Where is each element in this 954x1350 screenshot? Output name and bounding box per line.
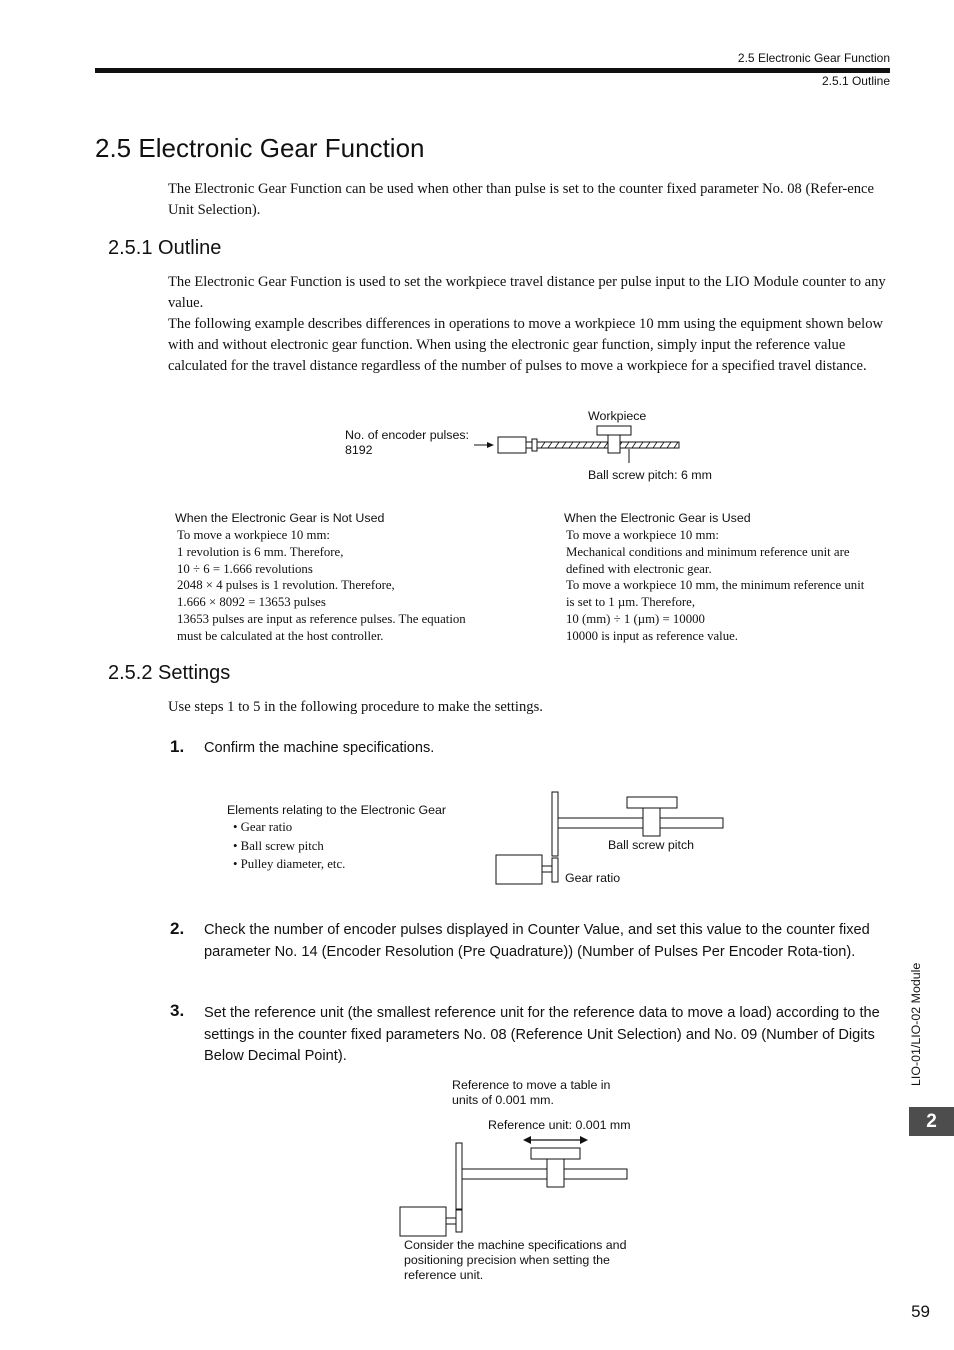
outline-para-2: The following example describes differences in operations to move a workpiece 10 mm using the equipment shown below with and without electronic gear function. When using the electronic gear function, simply input the reference value calculated for the travel distance regardless of the number of pulses to move a workpiece for a specified travel distance. [168, 316, 884, 374]
running-header-section: 2.5 Electronic Gear Function [737, 51, 890, 65]
consider-note-line-2: positioning precision when setting the [404, 1253, 610, 1267]
outline-para-1: The Electronic Gear Function is used to set the workpiece travel distance per pulse input to the LIO Module counter to any value. [168, 274, 886, 311]
step-3-number: 3. [170, 1001, 185, 1020]
not-used-line: 10 ÷ 6 = 1.666 revolutions [177, 561, 313, 576]
settings-heading: 2.5.2 Settings [108, 662, 231, 684]
reference-unit-label: Reference unit: 0.001 mm [488, 1118, 631, 1132]
chapter-tab: 2 [909, 1107, 954, 1136]
page-title: 2.5 Electronic Gear Function [95, 133, 425, 163]
encoder-pulses-label: No. of encoder pulses: [345, 428, 469, 442]
ball-screw-pitch-label-2: Ball screw pitch [608, 838, 695, 852]
consider-note-line-3: reference unit. [404, 1268, 484, 1282]
running-header-subsection: 2.5.1 Outline [821, 74, 890, 88]
used-line: 10 (mm) ÷ 1 (µm) = 10000 [566, 611, 705, 626]
elements-list-item: • Ball screw pitch [233, 838, 324, 853]
used-line: 10000 is input as reference value. [566, 628, 738, 643]
step-3-text: Set the reference unit (the smallest reference unit for the reference data to move a load) according to the settings in the counter fixed parameters No. 08 (Reference Unit Selection) and No. 09 (Number of Digits Below Decimal Point). [204, 1005, 880, 1064]
not-used-line: 1.666 × 8092 = 13653 pulses [177, 595, 326, 610]
workpiece-label: Workpiece [588, 409, 647, 423]
used-line: To move a workpiece 10 mm: [566, 528, 719, 542]
reference-note-line-1: Reference to move a table in [452, 1078, 611, 1092]
settings-intro: Use steps 1 to 5 in the following procedure to make the settings. [168, 699, 543, 715]
used-title: When the Electronic Gear is Used [564, 511, 751, 525]
not-used-line: 13653 pulses are input as reference pulses. The equation [177, 611, 466, 626]
not-used-line: 1 revolution is 6 mm. Therefore, [177, 544, 344, 559]
not-used-title: When the Electronic Gear is Not Used [175, 511, 385, 525]
side-module-label-text: LIO-01/LIO-02 Module [909, 962, 923, 1086]
used-line: is set to 1 µm. Therefore, [566, 595, 696, 610]
used-line: defined with electronic gear. [566, 561, 712, 576]
not-used-line: 2048 × 4 pulses is 1 revolution. Therefore, [177, 578, 395, 593]
not-used-line: To move a workpiece 10 mm: [177, 528, 330, 542]
reference-note-line-2: units of 0.001 mm. [452, 1093, 554, 1107]
side-module-label [905, 940, 927, 1090]
elements-list-item: • Gear ratio [233, 820, 293, 834]
page-number: 59 [911, 1302, 930, 1321]
elements-list-item: • Pulley diameter, etc. [233, 857, 346, 871]
encoder-pulses-value: 8192 [345, 443, 373, 457]
ball-screw-pitch-label: Ball screw pitch: 6 mm [588, 468, 712, 482]
gear-ratio-label: Gear ratio [565, 871, 621, 885]
step-2-number: 2. [170, 919, 185, 938]
consider-note-line-1: Consider the machine specifications and [404, 1238, 627, 1252]
step-1-number: 1. [170, 737, 185, 756]
used-line: Mechanical conditions and minimum reference unit are [566, 544, 850, 559]
intro-paragraph: The Electronic Gear Function can be used when other than pulse is set to the counter fixed parameter No. 08 (Refer-ence Unit Selection). [168, 181, 875, 218]
used-line: To move a workpiece 10 mm, the minimum reference unit [566, 578, 865, 593]
outline-heading: 2.5.1 Outline [108, 237, 222, 259]
elements-title: Elements relating to the Electronic Gear [227, 803, 447, 817]
step-1-text: Confirm the machine specifications. [204, 740, 435, 756]
not-used-line: must be calculated at the host controller. [177, 628, 384, 643]
step-2-text: Check the number of encoder pulses displayed in Counter Value, and set this value to the counter fixed parameter No. 14 (Encoder Resolution (Pre Quadrature)) (Number of Pulses Per Encoder Rota-tion). [204, 922, 870, 960]
